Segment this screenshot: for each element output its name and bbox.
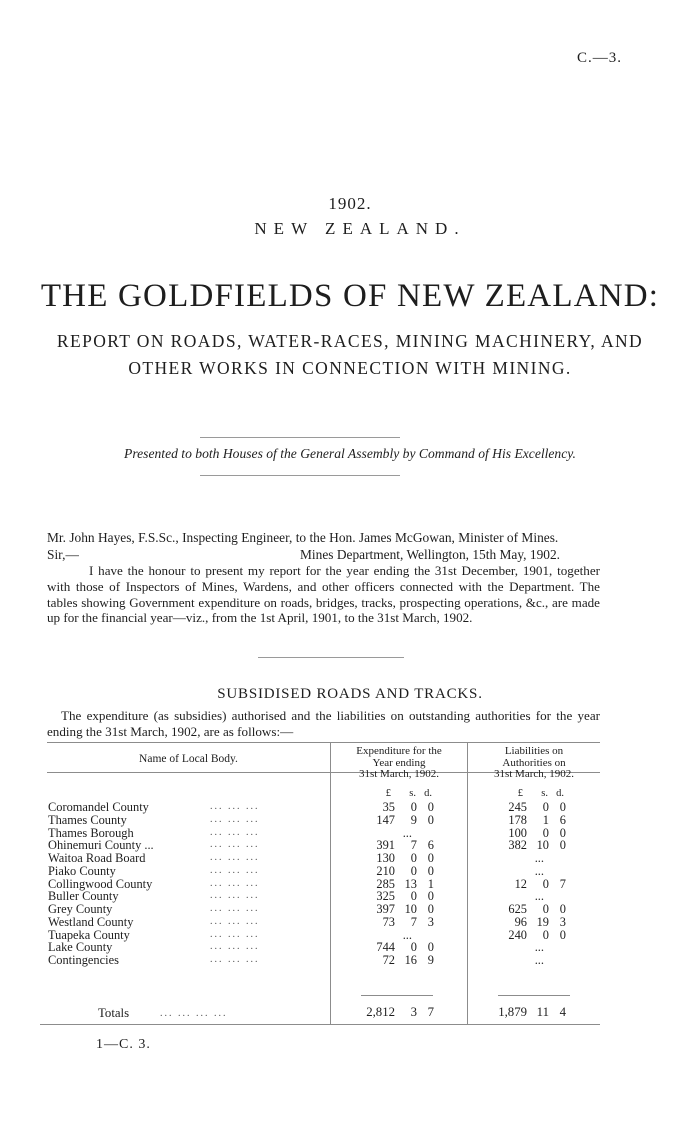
- pounds-value: 147: [376, 812, 395, 827]
- pence-value: 0: [559, 838, 566, 853]
- divider: [200, 475, 400, 476]
- local-body-name: Westland County: [48, 914, 134, 929]
- dot-leader: ... ... ...: [210, 864, 260, 876]
- dot-leader: ... ... ...: [210, 877, 260, 889]
- page-reference: C.—3.: [576, 50, 622, 66]
- pence-value: 0: [427, 940, 434, 955]
- pounds-value: 73: [382, 914, 395, 929]
- presented-notice: Presented to both Houses of the General Assembly by Command of His Excellency.: [124, 446, 576, 461]
- pounds-value: 625: [508, 902, 527, 916]
- expenditure-cell: [331, 941, 467, 954]
- pence-value: 0: [427, 812, 434, 827]
- local-body-name: Collingwood County: [48, 876, 153, 891]
- divider: [200, 437, 400, 438]
- shillings-value: 13: [404, 876, 417, 891]
- nil-mark: ...: [534, 953, 544, 967]
- letter-salutation: Sir,—: [47, 547, 79, 562]
- nil-mark: ...: [402, 825, 412, 840]
- main-title: THE GOLDFIELDS OF NEW ZEALAND:: [40, 278, 660, 314]
- pounds-value: 744: [376, 940, 395, 955]
- shillings-value: 1: [542, 812, 549, 827]
- dot-leader: ... ... ...: [210, 852, 260, 863]
- shillings-value: 0: [410, 863, 417, 878]
- local-body-name: Coromandel County: [48, 800, 149, 814]
- liabilities-cell: [468, 852, 600, 865]
- shillings-value: 0: [542, 876, 549, 891]
- pence-value: 0: [559, 825, 566, 840]
- local-body-name: Thames County: [48, 812, 127, 827]
- table-bottom-rule: [40, 1024, 600, 1025]
- liabilities-cell: [468, 839, 600, 852]
- shillings-value: 0: [542, 800, 549, 814]
- table-row: [48, 954, 328, 967]
- expenditure-cell: [331, 839, 467, 852]
- letter-body: I have the honour to present my report for the year ending the 31st December, 1901, together with those of Inspectors of Mines, Wardens, and other officers connected with the Department. The tables showing Government expenditure on roads, bridges, tracks, prospecting operations, &c., are made up for the financial year—viz., from the 1st April, 1901, to the 31st March, 1902.: [47, 563, 600, 626]
- shillings-value: 10: [536, 838, 549, 853]
- liabilities-cell: [468, 941, 600, 954]
- nil-mark: ...: [534, 851, 544, 865]
- dot-leader: ... ... ...: [210, 903, 260, 914]
- liabilities-cell: [468, 814, 600, 827]
- shillings-value: 0: [410, 851, 417, 865]
- expenditure-cell: [331, 827, 467, 840]
- shillings-value: 19: [536, 914, 549, 929]
- pence-value: 3: [427, 914, 434, 929]
- pounds-value: 35: [382, 800, 395, 814]
- expenditure-sum-rule: [361, 995, 433, 996]
- section-intro: The expenditure (as subsidies) authorised and the liabilities on outstanding authorities for the year ending the 31st March, 1902, are as follows:—: [47, 708, 600, 739]
- nil-mark: ...: [534, 889, 544, 904]
- liabilities-cell: [468, 916, 600, 929]
- dot-leader: ... ... ...: [210, 839, 260, 851]
- liabilities-cell: [468, 903, 600, 916]
- liabilities-cell: [468, 865, 600, 878]
- expenditure-cell: [331, 814, 467, 827]
- letter-addressee: Mr. John Hayes, F.S.Sc., Inspecting Engineer, to the Hon. James McGowan, Minister of Mines.: [47, 530, 559, 545]
- pounds-value: 96: [514, 914, 527, 929]
- shillings-value: 0: [542, 902, 549, 916]
- liabilities-cell: [468, 801, 600, 814]
- liabilities-cell: [468, 929, 600, 942]
- pounds-value: 100: [508, 825, 527, 840]
- column-header-expenditure: Expenditure for the Year ending 31st March, 1902.: [356, 745, 442, 780]
- pence-value: 0: [427, 863, 434, 878]
- country-heading: NEW ZEALAND.: [254, 219, 466, 238]
- pence-value: 6: [427, 838, 434, 853]
- local-body-name: Buller County: [48, 889, 119, 904]
- section-title: SUBSIDISED ROADS AND TRACKS.: [217, 686, 483, 702]
- pounds-value: 240: [508, 927, 527, 942]
- liabilities-cell: [468, 890, 600, 903]
- pence-value: 0: [427, 851, 434, 865]
- nil-mark: ...: [534, 940, 544, 955]
- expenditure-cell: [331, 916, 467, 929]
- pounds-value: 382: [508, 838, 527, 853]
- shillings-value: 0: [410, 889, 417, 904]
- pounds-value: 325: [376, 889, 395, 904]
- pounds-value: 130: [376, 851, 395, 865]
- expenditure-cell: [331, 801, 467, 814]
- shillings-value: 10: [404, 902, 417, 916]
- divider: [258, 657, 404, 658]
- expenditure-cell: [331, 954, 467, 967]
- pence-value: 0: [427, 889, 434, 904]
- expenditure-units: £ s. d.: [385, 788, 432, 799]
- liabilities-sum-rule: [498, 995, 570, 996]
- pounds-value: 397: [376, 902, 395, 916]
- expenditure-total: 2,812 3 7: [366, 1005, 434, 1019]
- shillings-value: 16: [404, 953, 417, 967]
- expenditure-values: [331, 801, 467, 967]
- column-header-name: Name of Local Body.: [139, 753, 238, 765]
- local-body-name: Tuapeka County: [48, 927, 130, 942]
- dot-leader: ... ... ...: [210, 928, 260, 940]
- pence-value: 0: [559, 902, 566, 916]
- totals-label: Totals: [98, 1006, 130, 1020]
- pounds-value: 178: [508, 812, 527, 827]
- expenditure-cell: [331, 865, 467, 878]
- pence-value: 0: [427, 902, 434, 916]
- pence-value: 7: [559, 876, 566, 891]
- dot-leader: ... ... ...: [210, 813, 260, 825]
- local-body-name: Ohinemuri County ...: [48, 838, 154, 853]
- expenditure-cell: [331, 878, 467, 891]
- column-header-liabilities: Liabilities on Authorities on 31st March, 1902.: [493, 745, 575, 780]
- dot-leader: ... ... ...: [210, 915, 260, 927]
- pence-value: 0: [559, 800, 566, 814]
- local-body-name: Lake County: [48, 940, 113, 955]
- year: 1902.: [328, 194, 372, 213]
- liabilities-cell: [468, 878, 600, 891]
- subtitle-line-2: OTHER WORKS IN CONNECTION WITH MINING.: [128, 358, 572, 378]
- pounds-value: 72: [382, 953, 395, 967]
- shillings-value: 9: [410, 812, 417, 827]
- shillings-value: 0: [410, 800, 417, 814]
- dot-leader: ... ... ...: [210, 826, 260, 838]
- table-top-rule: [47, 742, 600, 743]
- pence-value: 9: [427, 953, 434, 967]
- expenditure-cell: [331, 890, 467, 903]
- pence-value: 0: [427, 800, 434, 814]
- nil-mark: ...: [534, 863, 544, 878]
- expenditure-cell: [331, 929, 467, 942]
- local-body-name: Grey County: [48, 902, 113, 916]
- expenditure-cell: [331, 903, 467, 916]
- pounds-value: 285: [376, 876, 395, 891]
- local-body-name: Waitoa Road Board: [48, 851, 146, 865]
- totals-leader: ... ... ... ...: [160, 1008, 228, 1019]
- pence-value: 3: [559, 914, 566, 929]
- local-body-name: Contingencies: [48, 953, 119, 967]
- liabilities-units: £ s. d.: [517, 788, 564, 799]
- liabilities-cell: [468, 954, 600, 967]
- liabilities-values: [468, 801, 600, 967]
- local-body-names: [48, 801, 328, 967]
- letter-place-date: Mines Department, Wellington, 15th May, 1902.: [300, 547, 561, 562]
- pounds-value: 12: [514, 876, 527, 891]
- pence-value: 1: [427, 876, 434, 891]
- liabilities-total: 1,879 11 4: [498, 1005, 566, 1019]
- pounds-value: 210: [376, 863, 395, 878]
- shillings-value: 7: [410, 838, 417, 853]
- pence-value: 0: [559, 927, 566, 942]
- nil-mark: ...: [402, 927, 412, 942]
- liabilities-cell: [468, 827, 600, 840]
- dot-leader: ... ... ...: [210, 801, 260, 812]
- pounds-value: 391: [376, 838, 395, 853]
- shillings-value: 0: [542, 825, 549, 840]
- dot-leader: ... ... ...: [210, 890, 260, 902]
- shillings-value: 0: [410, 940, 417, 955]
- pence-value: 6: [559, 812, 566, 827]
- pounds-value: 245: [508, 800, 527, 814]
- dot-leader: ... ... ...: [210, 941, 260, 953]
- local-body-name: Thames Borough: [48, 825, 134, 840]
- expenditure-cell: [331, 852, 467, 865]
- local-body-name: Piako County: [48, 863, 116, 878]
- footer-page-reference: 1—C. 3.: [96, 1037, 151, 1052]
- dot-leader: ... ... ...: [210, 954, 260, 965]
- shillings-value: 0: [542, 927, 549, 942]
- shillings-value: 7: [410, 914, 417, 929]
- subtitle-line-1: REPORT ON ROADS, WATER-RACES, MINING MACHINERY, AND: [56, 331, 644, 351]
